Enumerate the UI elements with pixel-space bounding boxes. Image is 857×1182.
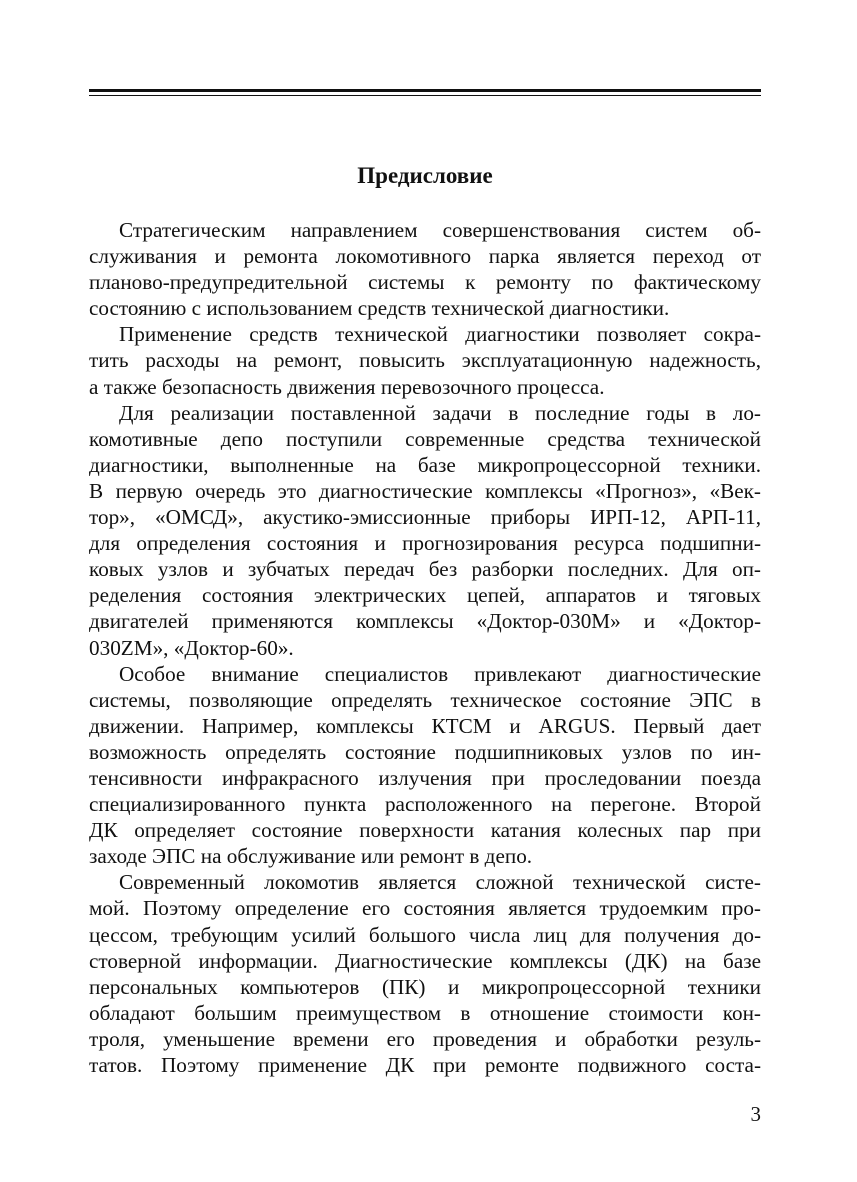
text-line: служивания и ремонта локомотивного парка является переход от: [89, 244, 761, 269]
text-line: мой. Поэтому определение его состояния является трудоемким про-: [89, 896, 761, 921]
text-line: ковых узлов и зубчатых передач без разборки последних. Для оп-: [89, 557, 761, 582]
page-title: Предисловие: [357, 163, 493, 188]
text-line: Современный локомотив является сложной технической систе-: [119, 870, 761, 895]
text-line: движении. Например, комплексы КТСМ и ARGUS. Первый дает: [89, 713, 761, 738]
text-line: диагностики, выполненные на базе микропроцессорной техники.: [89, 452, 761, 477]
text-line: а также безопасность движения перевозочного процесса.: [89, 374, 605, 399]
text-line: тенсивности инфракрасного излучения при проследовании поезда: [89, 765, 761, 790]
text-line: ДК определяет состояние поверхности катания колесных пар при: [89, 818, 761, 843]
text-line: состоянию с использованием средств технической диагностики.: [89, 296, 670, 321]
text-line: 030ZM», «Доктор-60».: [89, 635, 294, 660]
text-line: специализированного пункта расположенного на перегоне. Второй: [89, 792, 761, 817]
text-line: В первую очередь это диагностические комплексы «Прогноз», «Век-: [89, 478, 761, 503]
text-line: двигателей применяются комплексы «Доктор-030М» и «Доктор-: [89, 609, 761, 634]
text-line: обладают большим преимуществом в отношение стоимости кон-: [89, 1000, 761, 1025]
text-line: заходе ЭПС на обслуживание или ремонт в депо.: [89, 844, 533, 869]
text-line: персональных компьютеров (ПК) и микропроцессорной техники: [89, 974, 761, 999]
text-line: татов. Поэтому применение ДК при ремонте подвижного соста-: [89, 1053, 761, 1077]
text-line: Применение средств технической диагностики позволяет сокра-: [119, 322, 761, 347]
header-rule-thin: [89, 95, 761, 96]
text-line: тить расходы на ремонт, повысить эксплуатационную надежность,: [89, 348, 761, 373]
text-line: Стратегическим направлением совершенствования систем об-: [119, 218, 761, 242]
header-rule-thick: [89, 89, 761, 92]
text-line: Особое внимание специалистов привлекают диагностические: [119, 661, 761, 686]
text-line: комотивные депо поступили современные средства технической: [89, 426, 761, 451]
text-line: планово-предупредительной системы к ремонту по фактическому: [89, 270, 761, 295]
text-line: для определения состояния и прогнозирования ресурса подшипни-: [89, 531, 761, 556]
text-line: возможность определять состояние подшипниковых узлов по ин-: [89, 739, 761, 764]
text-line: стоверной информации. Диагностические комплексы (ДК) на базе: [89, 948, 761, 973]
text-line: Для реализации поставленной задачи в последние годы в ло-: [119, 400, 761, 425]
text-line: тор», «ОМСД», акустико-эмиссионные приборы ИРП-12, АРП-11,: [89, 505, 761, 530]
text-line: цессом, требующим усилий большого числа лиц для получения до-: [89, 922, 761, 947]
body-text: [89, 217, 761, 1078]
page-number: 3: [750, 1102, 761, 1126]
text-line: системы, позволяющие определять техническое состояние ЭПС в: [89, 687, 761, 712]
text-line: троля, уменьшение времени его проведения и обработки резуль-: [89, 1026, 761, 1051]
text-line: ределения состояния электрических цепей, аппаратов и тяговых: [89, 583, 761, 608]
